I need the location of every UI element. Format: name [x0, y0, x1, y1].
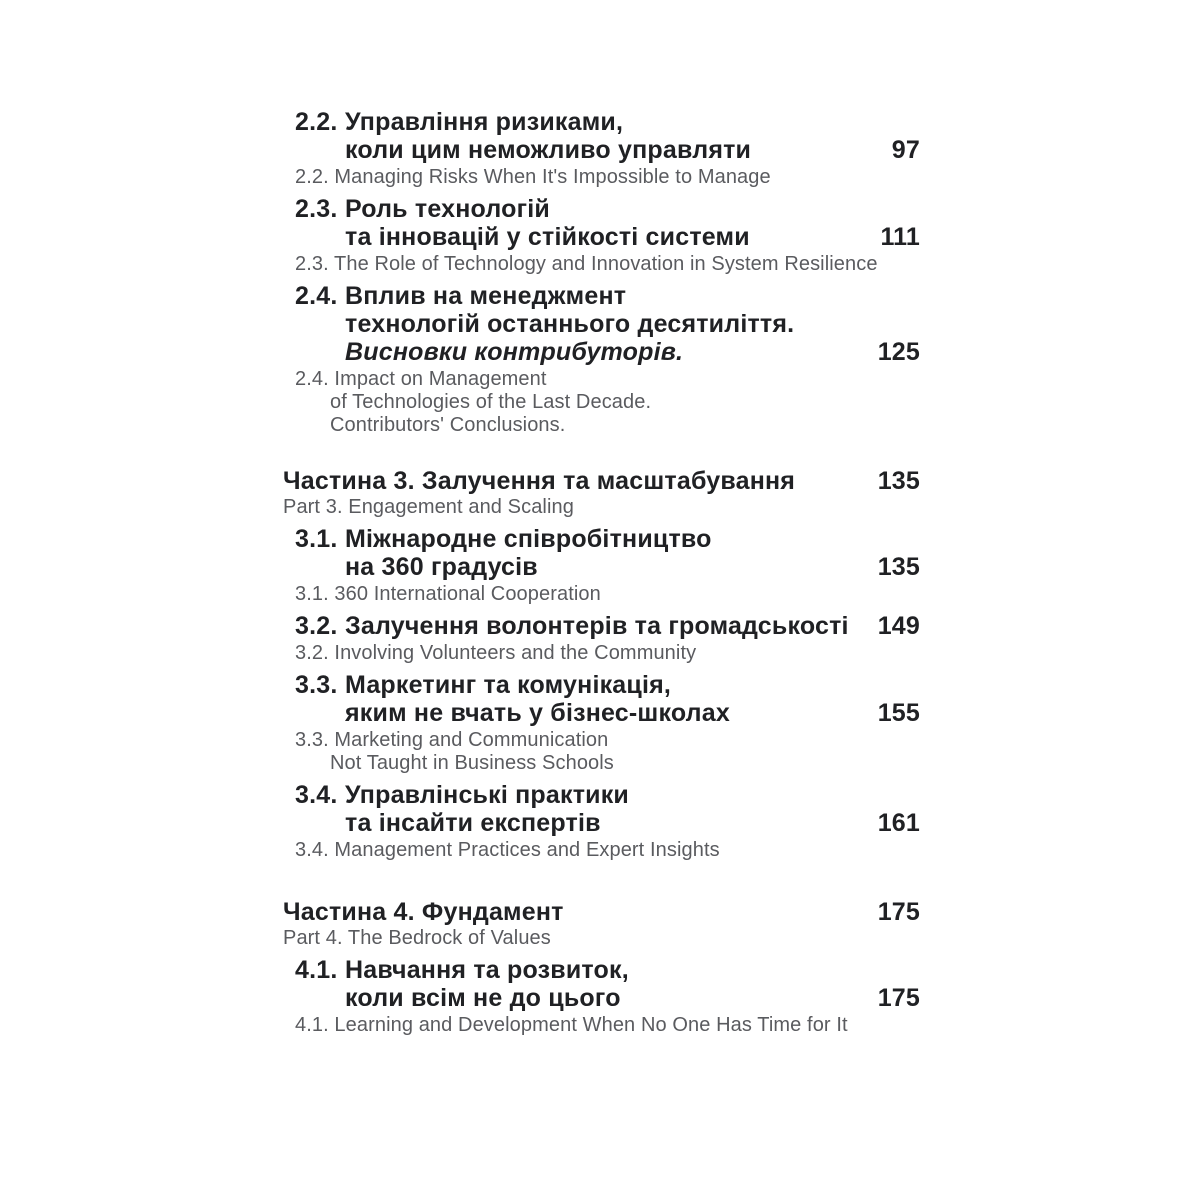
toc-entry-4-1: [283, 956, 920, 1037]
toc-entry-title-line: [295, 553, 920, 581]
entry-title-ua: коли цим неможливо управляти: [345, 136, 752, 164]
entry-title-ua: яким не вчать у бізнес-школах: [345, 699, 730, 727]
page-number: 155: [877, 699, 920, 727]
entry-subtitle-en: Contributors' Conclusions.: [330, 414, 566, 436]
toc-part-4: [283, 898, 920, 1037]
entry-number: 3.4.: [295, 781, 338, 809]
entry-subtitle-en: 4.1. Learning and Development When No One Has Time for It: [295, 1014, 848, 1036]
toc-entry-title-line: [295, 195, 920, 223]
page-number: 149: [877, 612, 920, 640]
part-title-en: Part 4. The Bedrock of Values: [283, 927, 551, 949]
entry-subtitle-en: Not Taught in Business Schools: [330, 752, 614, 774]
entry-subtitle-en-block: [295, 583, 920, 606]
entry-title-ua: коли всім не до цього: [345, 984, 621, 1012]
entry-subtitle-en: 3.3. Marketing and Communication: [295, 729, 609, 751]
toc-entry-title-line: [295, 984, 920, 1012]
entry-number: 2.2.: [295, 108, 338, 136]
entry-title-ua: та інсайти експертів: [345, 809, 601, 837]
page-number: 135: [877, 467, 920, 495]
entry-subtitle-en: 3.2. Involving Volunteers and the Community: [295, 642, 697, 664]
toc-content: [283, 108, 920, 1043]
entry-subtitle-en-block: [295, 368, 920, 437]
entry-title-ua: Міжнародне співробітництво: [345, 525, 712, 553]
entry-number: 3.1.: [295, 525, 338, 553]
toc-entry-3-2: [283, 612, 920, 665]
page-number: 125: [877, 338, 920, 366]
toc-entry-3-4: [283, 781, 920, 862]
entry-number: 4.1.: [295, 956, 338, 984]
part-title-ua: Частина 4. Фундамент: [283, 898, 564, 926]
toc-entry-2-2: [283, 108, 920, 189]
entry-title-ua: технологій останнього десятиліття.: [345, 310, 795, 338]
toc-entry-title-line: [295, 525, 920, 553]
part-title-row: [283, 898, 920, 926]
entry-title-ua: на 360 градусів: [345, 553, 538, 581]
toc-entry-2-4: [283, 282, 920, 437]
entry-title-ua: Вплив на менеджмент: [345, 282, 627, 310]
entry-title-ua: Управління ризиками,: [345, 108, 624, 136]
page-number: 135: [877, 553, 920, 581]
part-title-en: Part 3. Engagement and Scaling: [283, 496, 574, 518]
entry-subtitle-en: 3.4. Management Practices and Expert Insights: [295, 839, 720, 861]
entry-number: 3.2.: [295, 612, 338, 640]
entry-subtitle-en: 3.1. 360 International Cooperation: [295, 583, 601, 605]
toc-entry-title-line: [295, 310, 920, 338]
entry-title-ua: Маркетинг та комунікація,: [345, 671, 672, 699]
part-header: [283, 898, 920, 950]
entry-subtitle-en-block: [295, 642, 920, 665]
entry-title-ua-italic: Висновки контрибуторів.: [345, 338, 684, 366]
entry-number: 3.3.: [295, 671, 338, 699]
toc-part-3: [283, 467, 920, 862]
toc-entry-title-line: [295, 338, 920, 366]
entry-number: 2.4.: [295, 282, 338, 310]
toc-entry-title-line: [295, 809, 920, 837]
page-number: 175: [877, 984, 920, 1012]
entry-subtitle-en-block: [295, 729, 920, 775]
entry-subtitle-en-block: [295, 166, 920, 189]
entry-subtitle-en-block: [295, 1014, 920, 1037]
page-number: 111: [880, 223, 920, 251]
toc-entry-title-line: [295, 956, 920, 984]
toc-entry-title-line: [295, 781, 920, 809]
toc-entry-title-line: [295, 223, 920, 251]
part-header: [283, 467, 920, 519]
entry-subtitle-en: 2.2. Managing Risks When It's Impossible to Manage: [295, 166, 771, 188]
page-number: 175: [877, 898, 920, 926]
part-title-ua: Частина 3. Залучення та масштабування: [283, 467, 796, 495]
toc-entry-title-line: [295, 108, 920, 136]
toc-entry-title-line: [295, 699, 920, 727]
toc-entry-title-line: [295, 136, 920, 164]
page-number: 161: [877, 809, 920, 837]
toc-entry-title-line: [295, 671, 920, 699]
entry-title-ua: Залучення волонтерів та громадськості: [345, 612, 849, 640]
entry-number: 2.3.: [295, 195, 338, 223]
entry-subtitle-en: of Technologies of the Last Decade.: [330, 391, 652, 413]
toc-entry-title-line: [295, 282, 920, 310]
entry-title-ua: Навчання та розвиток,: [345, 956, 629, 984]
part-title-row: [283, 467, 920, 495]
entry-subtitle-en-block: [295, 839, 920, 862]
toc-entry-3-3: [283, 671, 920, 775]
toc-entry-2-3: [283, 195, 920, 276]
page-number: 97: [891, 136, 920, 164]
toc-entry-3-1: [283, 525, 920, 606]
entry-title-ua: Роль технологій: [345, 195, 550, 223]
toc-entry-title-line: [295, 612, 920, 640]
entry-title-ua: Управлінські практики: [345, 781, 629, 809]
entry-subtitle-en-block: [295, 253, 920, 276]
entry-subtitle-en: 2.4. Impact on Management: [295, 368, 547, 390]
entry-subtitle-en: 2.3. The Role of Technology and Innovation in System Resilience: [295, 253, 878, 275]
entry-title-ua: та інновацій у стійкості системи: [345, 223, 750, 251]
